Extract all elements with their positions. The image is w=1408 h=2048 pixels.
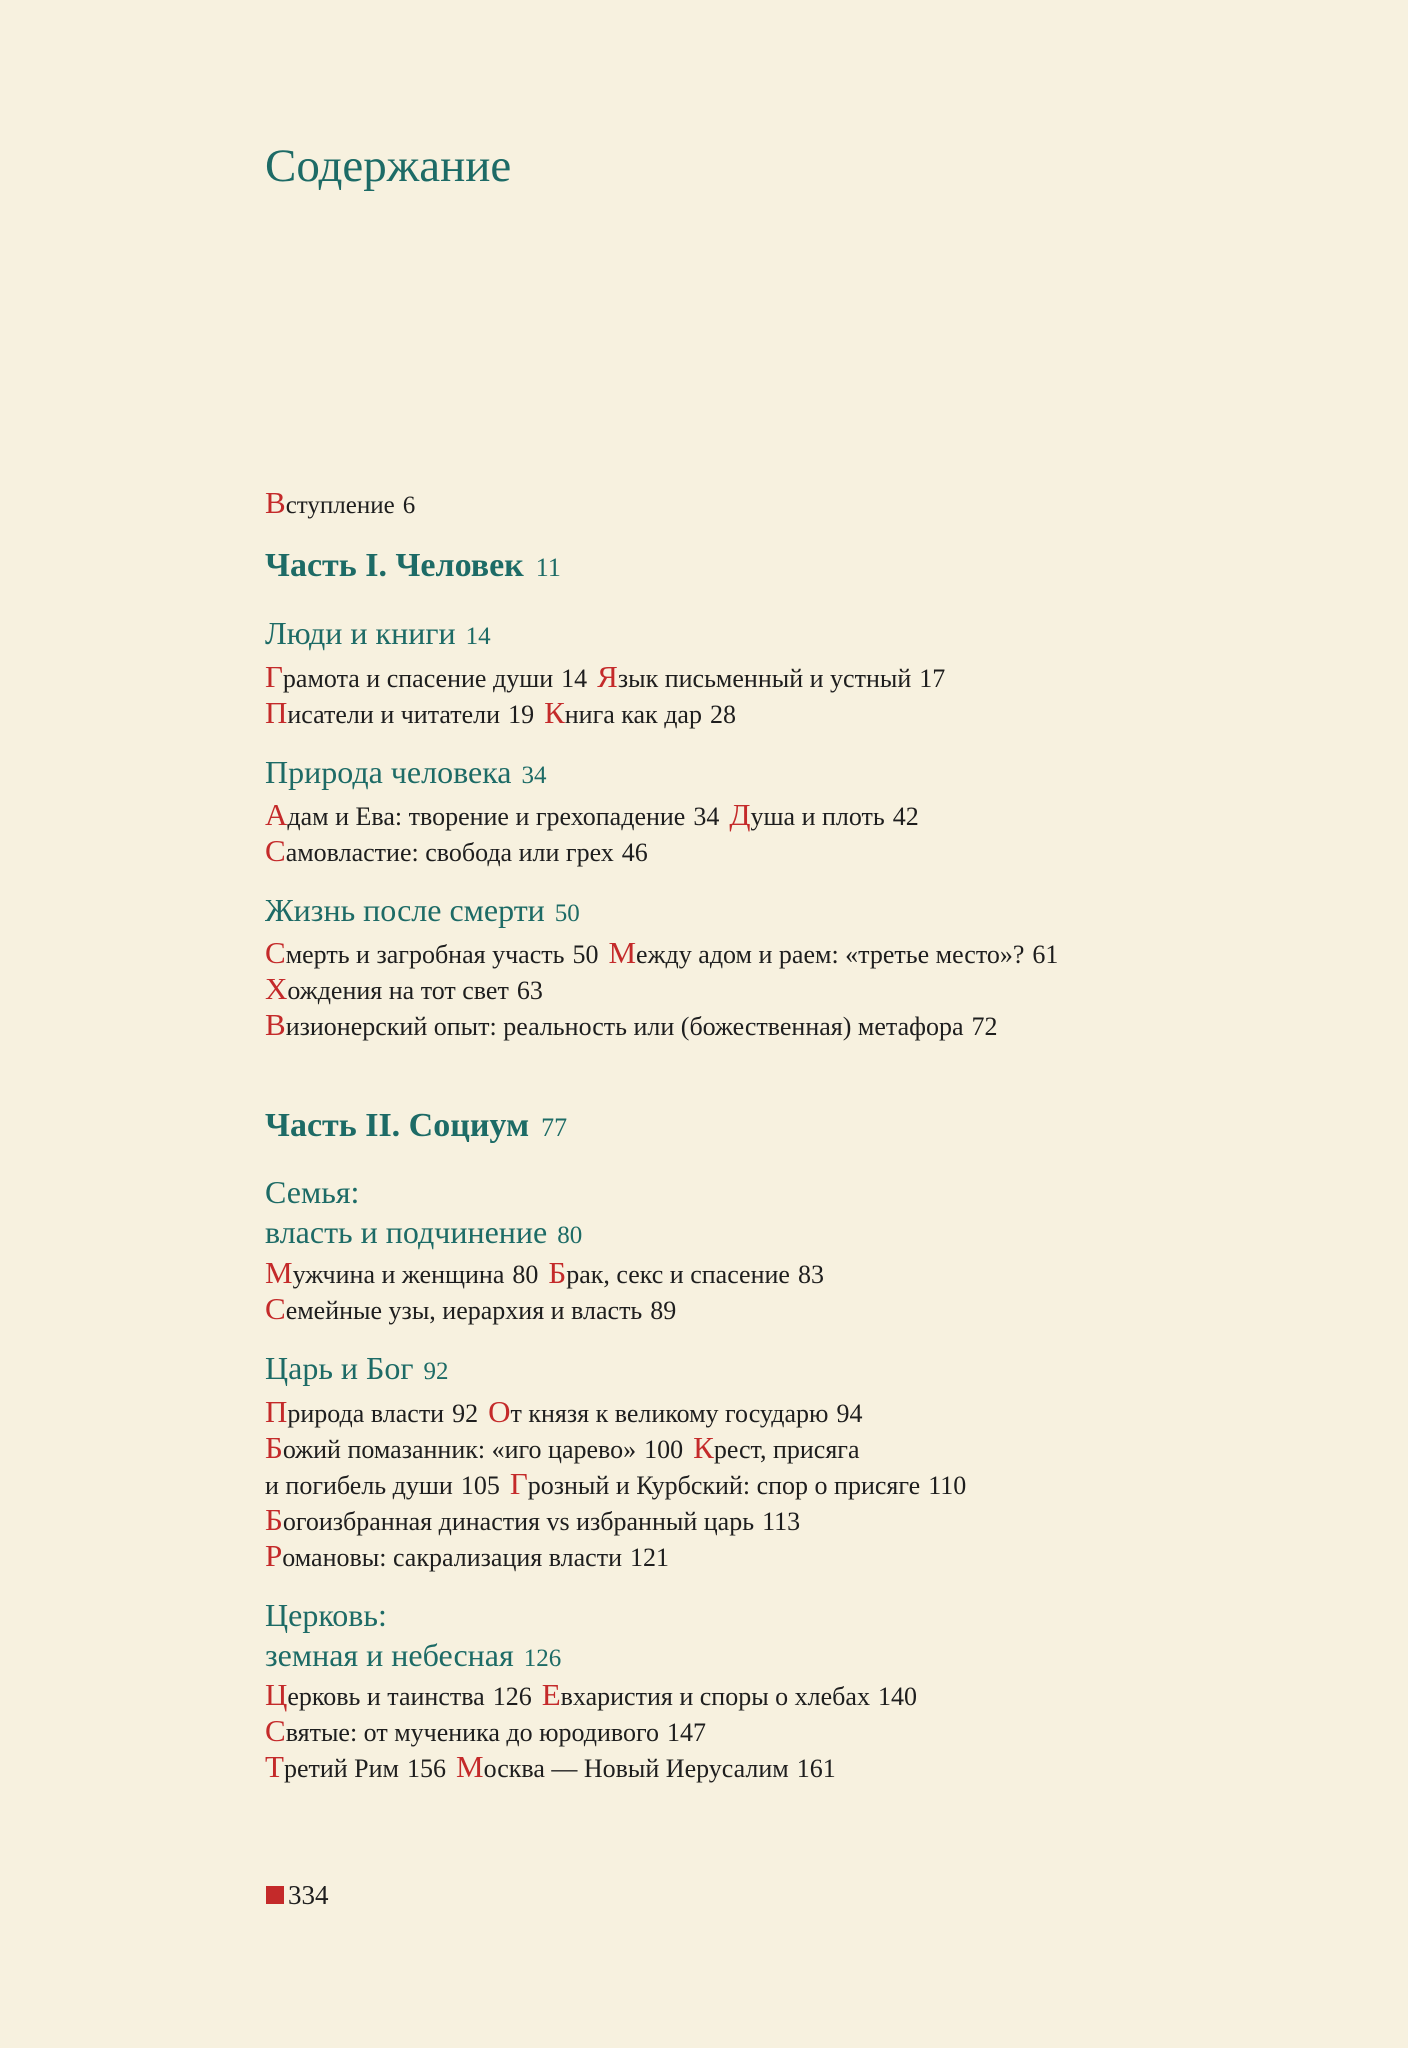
chapter-heading-human-nature[interactable] [265,752,546,796]
toc-line [265,1291,676,1329]
page-number: 126 [523,1645,562,1672]
initial-letter: М [608,935,637,970]
initial-letter: П [265,1394,288,1429]
page-number: 34 [521,762,547,789]
page-number: 17 [919,664,946,693]
initial-letter: Ц [265,1677,288,1712]
toc-entry-intro[interactable] [265,485,415,524]
page-number: 161 [796,1754,836,1783]
entry-title: мерть и загробная участь [285,940,565,969]
entry-title: рак, секс и спасение [566,1260,790,1289]
page-number: 14 [465,623,491,650]
chapter-title: Царь и Бог [265,1350,414,1386]
toc-line [265,971,543,1009]
toc-entry[interactable] [265,833,648,868]
initial-letter: С [265,1291,286,1326]
initial-letter: Р [265,1538,283,1573]
entry-title: ождения на тот свет [287,976,509,1005]
page-number: 46 [621,838,648,867]
toc-entry[interactable] [265,1502,801,1537]
initial-letter: Г [265,659,283,694]
toc-line [265,833,648,871]
entry-title: омановы: сакрализация власти [282,1543,623,1572]
page-number: 72 [971,1012,998,1041]
page-number: 89 [650,1296,677,1325]
page-number: 140 [877,1682,917,1711]
chapter-title: Люди и книги [265,615,456,651]
toc-entry[interactable] [265,659,588,694]
initial-letter: А [265,797,288,832]
chapter-title-line-2: власть и подчинение [265,1214,548,1250]
toc-entry[interactable] [548,1255,824,1290]
page-number: 19 [508,700,535,729]
page-number: 100 [644,1435,684,1464]
initial-letter: М [456,1749,484,1784]
initial-letter: М [265,1255,293,1290]
toc-entry[interactable] [729,797,919,832]
page-number: 50 [554,900,580,927]
toc-line [265,1538,669,1576]
part-title: Часть II. Социум [265,1107,530,1144]
page-number: 121 [630,1543,670,1572]
toc-entry[interactable] [265,797,720,832]
toc-entry[interactable] [265,1538,670,1573]
page-number: 147 [667,1718,707,1747]
toc-entry[interactable] [265,1394,479,1429]
entry-title: рамота и спасение души [282,664,554,693]
toc-entry[interactable] [509,1466,967,1501]
initial-letter: К [544,695,565,730]
initial-letter: Х [265,971,288,1006]
toc-line [265,1430,859,1468]
entry-title: зык письменный и устный [617,664,912,693]
initial-letter: Е [541,1677,561,1712]
page-number: 80 [557,1222,583,1249]
page-number: 77 [541,1113,568,1142]
chapter-title-line-2: земная и небесная [265,1637,514,1673]
page-number: 113 [762,1507,801,1536]
page-number: 92 [423,1358,449,1385]
entry-title: т князя к великому государю [510,1399,829,1428]
entry-title: дам и Ева: творение и грехопадение [287,802,686,831]
part-heading-2[interactable] [265,1104,567,1150]
page-number: 11 [535,553,561,582]
red-square-icon [266,1886,284,1904]
toc-entry[interactable] [265,1749,446,1784]
page-number: 105 [460,1471,500,1500]
toc-line [265,1007,998,1045]
entry-title: исатели и читатели [287,700,501,729]
entry-title: уша и плоть [750,802,885,831]
toc-entry[interactable] [608,935,1059,970]
chapter-heading-family[interactable] [265,1172,582,1256]
toc-entry[interactable] [265,935,599,970]
toc-entry[interactable] [541,1677,917,1712]
entry-title: ежду адом и раем: «третье место»? [636,940,1025,969]
entry-title: огоизбранная династия vs избранный царь [282,1507,755,1536]
chapter-heading-afterlife[interactable] [265,890,580,934]
page-number: 92 [452,1399,479,1428]
initial-letter: О [488,1394,511,1429]
toc-entry[interactable] [265,695,535,730]
entry-title: рирода власти [287,1399,445,1428]
toc-entry[interactable] [597,659,946,694]
page-number: 61 [1032,940,1059,969]
initial-letter: С [265,833,286,868]
entry-title: вхаристия и споры о хлебах [560,1682,870,1711]
entry-title: изионерский опыт: реальность или (божественная) метафора [285,1012,964,1041]
initial-letter: В [265,1007,286,1042]
entry-title: ретий Рим [283,1754,399,1783]
part-title: Часть I. Человек [265,547,524,584]
toc-line [265,1677,917,1715]
toc-entry[interactable] [265,1430,684,1465]
chapter-title-line-1: Семья: [265,1174,360,1210]
chapter-heading-tsar-god[interactable] [265,1348,449,1392]
toc-entry[interactable] [544,695,736,730]
page-number: 80 [512,1260,539,1289]
initial-letter: В [265,485,286,520]
chapter-heading-people-books[interactable] [265,613,491,657]
toc-entry[interactable] [265,1677,532,1712]
page-number: 156 [407,1754,446,1783]
toc-line [265,1255,824,1293]
page-number: 110 [928,1471,967,1500]
toc-entry[interactable] [265,1255,539,1290]
entry-title: нига как дар [564,700,702,729]
toc-entry[interactable] [456,1749,836,1784]
initial-letter: С [265,1713,286,1748]
initial-letter: Г [509,1466,528,1501]
entry-title: рест, присяга [713,1435,860,1464]
entry-title: осква — Новый Иерусалим [483,1754,789,1783]
toc-entry[interactable] [488,1394,863,1429]
entry-title: розный и Курбский: спор о присяге [527,1471,921,1500]
toc-entry[interactable] [265,1291,677,1326]
toc-line [265,659,945,697]
initial-letter: С [265,935,286,970]
chapter-title: Природа человека [265,754,512,790]
entry-title: амовластие: свобода или грех [285,838,614,867]
page-number: 14 [561,664,588,693]
page-number: 28 [709,700,736,729]
page-folio [266,1879,329,1911]
toc-line [265,1713,706,1751]
chapter-title: Жизнь после смерти [265,892,545,928]
initial-letter: Б [265,1430,283,1465]
initial-letter: П [265,695,288,730]
entry-title: ступление [285,492,395,519]
toc-entry[interactable] [265,1007,998,1042]
page-number: 126 [492,1682,532,1711]
toc-line [265,695,736,733]
chapter-title-line-1: Церковь: [265,1597,387,1633]
toc-entry[interactable] [265,1713,707,1748]
toc-entry[interactable] [265,971,543,1006]
chapter-heading-church[interactable] [265,1595,561,1679]
entry-title: и погибель души [265,1471,453,1500]
page-number: 34 [693,802,720,831]
page-number: 94 [836,1399,863,1428]
initial-letter: Я [597,659,618,694]
page-number: 42 [892,802,919,831]
toc-line [265,935,1058,973]
initial-letter: К [693,1430,714,1465]
part-heading-1[interactable] [265,544,561,590]
folio-number: 334 [288,1880,329,1910]
initial-letter: Б [265,1502,283,1537]
toc-line [265,1394,862,1432]
toc-line [265,1502,800,1540]
page-number: 83 [797,1260,824,1289]
initial-letter: Т [265,1749,284,1784]
page-number: 63 [516,976,543,1005]
initial-letter: Б [548,1255,567,1290]
entry-title: емейные узы, иерархия и власть [285,1296,643,1325]
entry-title: вятые: от мученика до юродивого [285,1718,660,1747]
entry-title: ожий помазанник: «иго царево» [282,1435,637,1464]
entry-title: ужчина и женщина [292,1260,505,1289]
toc-entry[interactable] [693,1430,860,1465]
toc-line [265,1466,966,1504]
page-title: Содержание [265,140,512,192]
toc-line [265,1749,836,1787]
page-number: 50 [572,940,599,969]
initial-letter: Д [729,797,751,832]
toc-line [265,797,919,835]
page-number: 6 [402,492,416,519]
toc-entry-continued[interactable] [265,1471,500,1500]
entry-title: ерковь и таинства [287,1682,485,1711]
